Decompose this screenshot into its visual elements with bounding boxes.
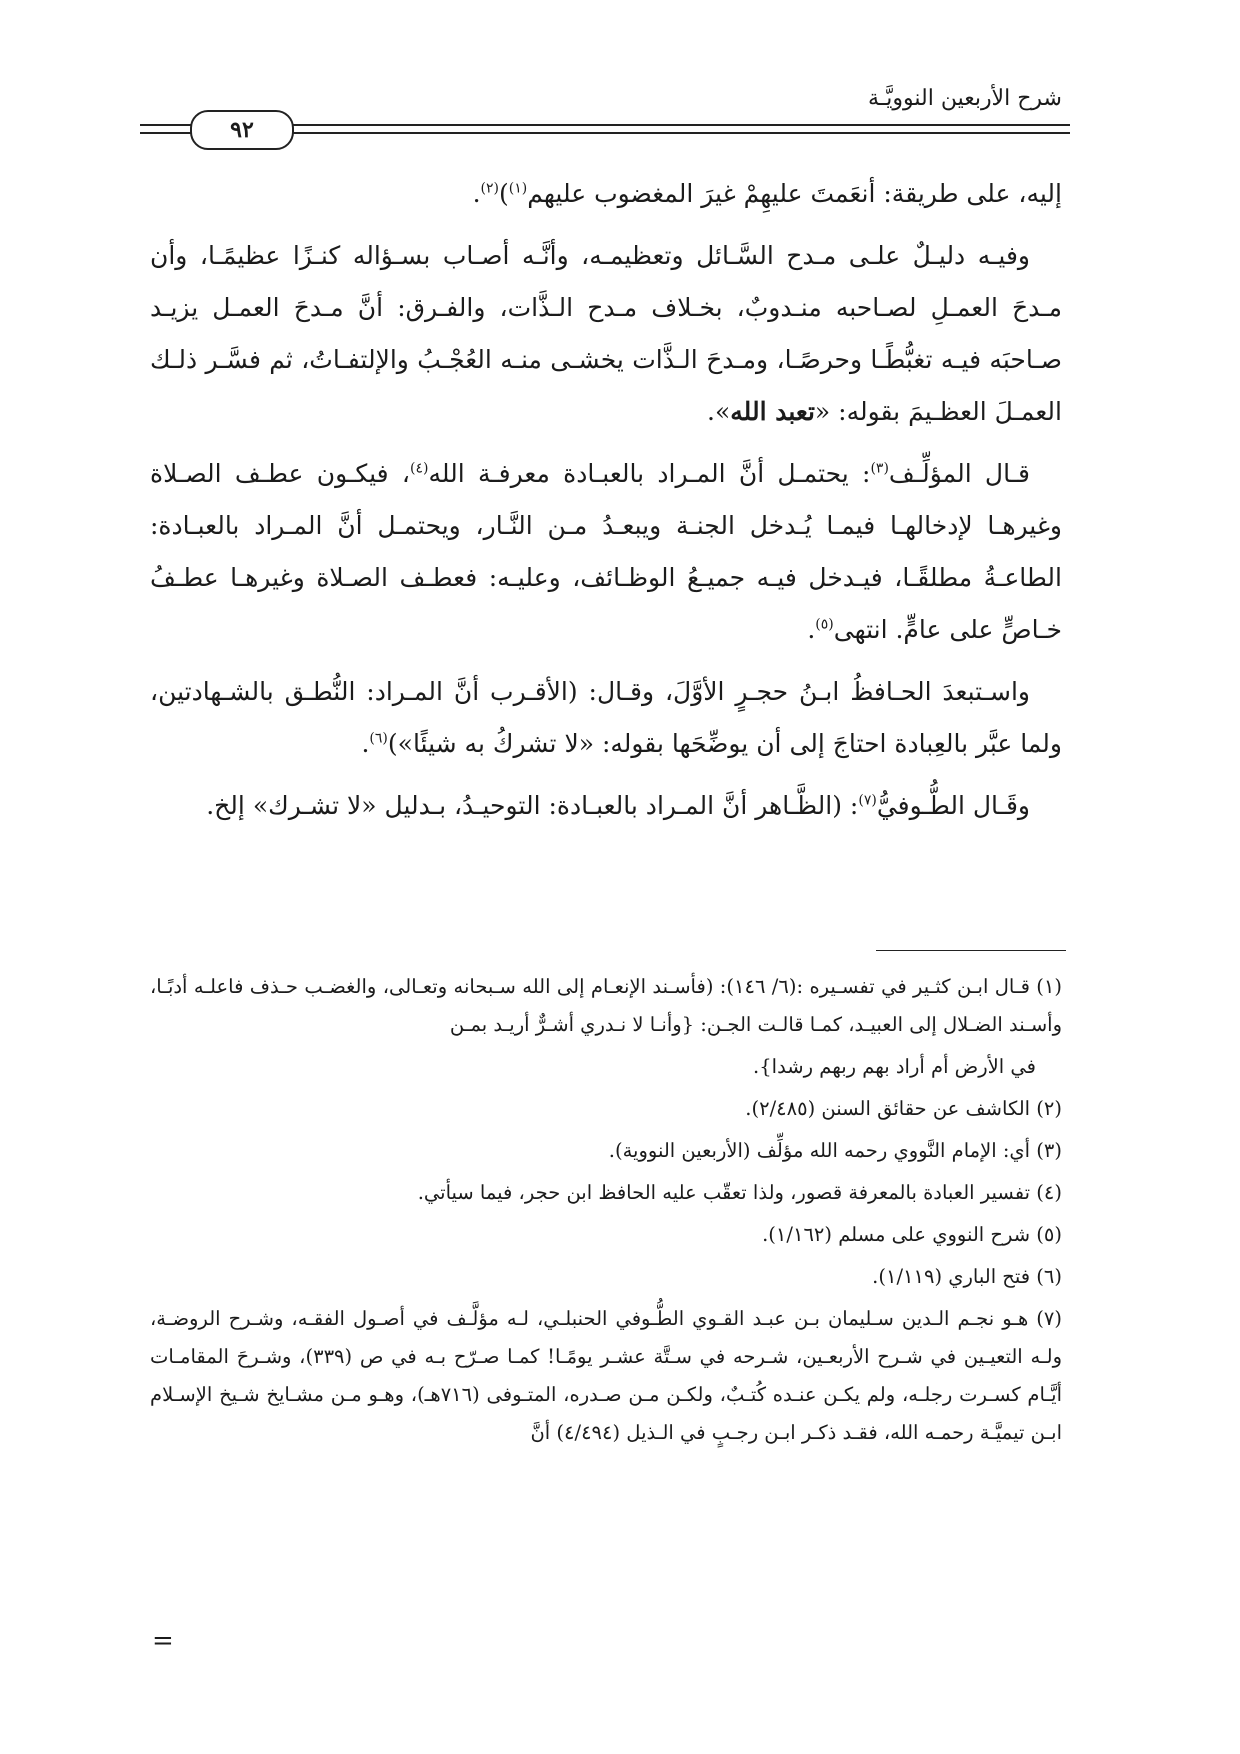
footnote-ref-1[interactable]: (١) [508, 180, 528, 197]
footnote-1-continued: في الأرض أم أراد بهم ربهم رشدا}. [753, 1055, 1036, 1078]
footnote-4: (٤) تفسير العبادة بالمعرفة قصور، ولذا تعقّب عليه الحافظ ابن حجر، فيما سيأتي. [417, 1181, 1062, 1204]
continuation-mark: = [152, 1626, 174, 1656]
footnote-ref-2[interactable]: (٢) [480, 180, 500, 197]
footnote-6: (٦) فتح الباري (١/١١٩). [872, 1265, 1062, 1288]
paragraph-2: وفيـه دليـلٌ علـى مـدح السَّـائل وتعظيمـه، وأنَّـه أصـاب بسـؤاله كنـزًا عظيمًـا، وأن مـدحَ العمـلِ لصـاحبه منـدوبٌ، بخـلاف مـدح الـذَّات، والفـرق: أنَّ مـدحَ العمـل يزيـد صـاحبَه فيـه تغبُّطًـا وحرصًـا، ومـدحَ الـذَّات يخشـى منـه العُجْـبُ والإلتفـاتُ، ثم فسَّـر ذلـك العمـلَ العظـيمَ بقوله: «تعبد الله». [150, 241, 1062, 426]
paragraph-1: إليه، على طريقة: أنعَمتَ عليهِمْ غيرَ المغضوب عليهم$^{(١)}$)$^{(٢)}$. [472, 179, 1062, 208]
paragraph-5: وقَـال الطُّـوفيُّ$^{(٧)}$: (الظَّـاهر أنَّ المـراد بالعبـادة: التوحيـدُ، بـدليل «لا تشـرك» إلخ. [206, 791, 1030, 820]
footnote-ref-7[interactable]: (٧) [858, 792, 877, 809]
paragraph-4: واسـتبعدَ الحـافظُ ابـنُ حجـرٍ الأوَّلَ، وقـال: (الأقـرب أنَّ المـراد: النُّطـق بالشـهادتين، ولما عبَّر بالعِبادة احتاجَ إلى أن يوضِّحَها بقوله: «لا تشركُ به شيئًا»)$^{(٦)}$. [150, 677, 1062, 758]
footnote-5: (٥) شرح النووي على مسلم (١/١٦٢). [762, 1223, 1062, 1246]
quoted-phrase: تعبد الله [730, 397, 815, 426]
running-title: شرح الأربعين النوويَّـة [868, 86, 1062, 111]
footnote-2: (٢) الكاشف عن حقائق السنن (٢/٤٨٥). [745, 1097, 1062, 1120]
footnote-ref-3[interactable]: (٣) [870, 460, 889, 477]
main-text [150, 168, 1062, 842]
page-number-badge: ٩٢ [190, 110, 294, 150]
footnotes [150, 968, 1062, 1456]
footnote-1: (١) قـال ابـن كثـير في تفسـيره :(٦/ ١٤٦): (فأسـند الإنعـام إلى الله سـبحانه وتعـالى، والغضـب حـذف فاعلـه أدبًـا، وأسـند الضـلال إلى العبيـد، كمـا قالـت الجـن: {وأنـا لا نـدري أشـرٌّ أريـد بمـن [150, 975, 1062, 1036]
footnote-ref-4[interactable]: (٤) [409, 460, 429, 477]
paragraph-3: قـال المؤلِّـف$^{(٣)}$: يحتمـل أنَّ المـراد بالعبـادة معرفـة الله$^{(٤)}$، فيكـون عطـف الصـلاة وغيرهـا لإدخالهـا فيمـا يُـدخل الجنـة ويبعـدُ مـن النَّـار، ويحتمـل أنَّ المـراد بالعبـادة: الطاعـةُ مطلقًـا، فيـدخل فيـه جميـعُ الوظـائف، وعليـه: فعطـف الصـلاة وغيرهـا عطـفُ خـاصٍّ على عامٍّ. انتهى$^{(٥)}$. [150, 459, 1062, 644]
footnote-separator [876, 950, 1066, 951]
footnote-7: (٧) هـو نجـم الـدين سـليمان بـن عبـد القـوي الطُّـوفي الحنبلـي، لـه مؤلَّـف في أصـول الفقـه، وشـرح الروضـة، ولـه التعيـين في شـرح الأربعـين، شـرحه في سـتَّة عشـر يومًـا! كمـا صـرّح بـه في ص (٣٣٩)، وشـرحَ المقامـات أيَّـام كسـرت رجلـه، ولم يكـن عنـده كُتـبٌ، ولكـن مـن صـدره، المتـوفى (٧١٦هـ)، وهـو مـن مشـايخ شـيخ الإسـلام ابـن تيميَّـة رحمـه الله، فقـد ذكـر ابـن رجـبٍ في الـذيل (٤/٤٩٤) أنَّ [150, 1307, 1062, 1444]
footnote-ref-5[interactable]: (٥) [815, 616, 834, 633]
footnote-ref-6[interactable]: (٦) [369, 730, 388, 747]
footnote-3: (٣) أي: الإمام النَّووي رحمه الله مؤلِّف (الأربعين النووية). [608, 1139, 1062, 1162]
